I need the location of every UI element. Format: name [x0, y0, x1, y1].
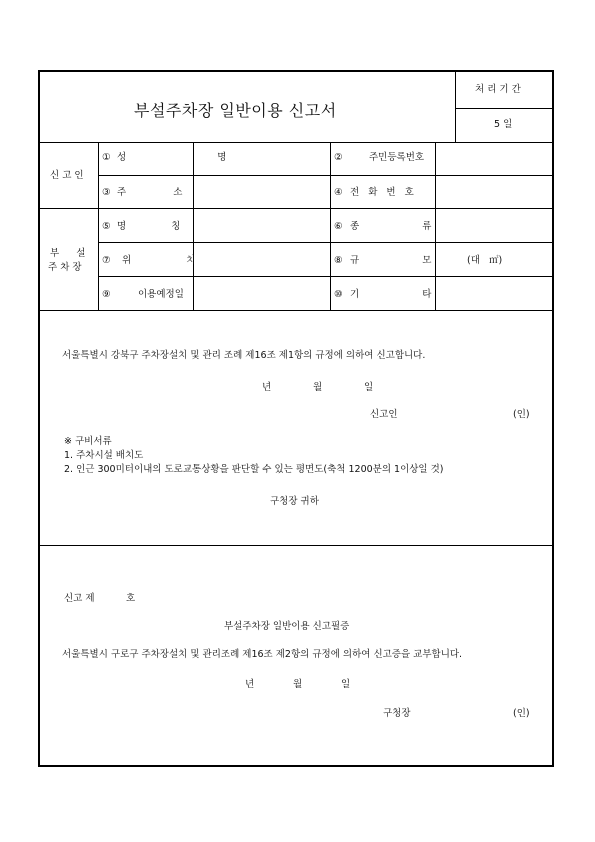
declaration-day: 일 — [364, 382, 374, 393]
divider — [98, 175, 554, 176]
divider — [330, 142, 331, 310]
address-label: 주 소 — [117, 187, 183, 198]
processing-period-value: 5 일 — [494, 119, 513, 130]
date-number: ⑨ — [102, 289, 111, 300]
declaration-year: 년 — [262, 382, 272, 393]
phone-label: 전 화 번 호 — [350, 187, 414, 198]
etc-label: 기 타 — [350, 289, 432, 300]
certificate-day: 일 — [341, 679, 351, 690]
declaration-month: 월 — [313, 382, 323, 393]
divider — [98, 242, 554, 243]
divider — [435, 142, 436, 310]
divider — [455, 72, 456, 142]
declaration-signer: 신고인 — [370, 409, 398, 420]
divider — [40, 310, 554, 311]
certificate-seal: (인) — [513, 708, 530, 719]
size-label: 규 모 — [350, 255, 432, 266]
regno-number: ② — [334, 152, 343, 163]
divider — [40, 545, 554, 546]
divider — [193, 142, 194, 310]
applicant-section-label: 신 고 인 — [50, 170, 84, 181]
certificate-number-label: 신고 제 — [64, 593, 95, 604]
name-label-text: 성 명 — [117, 152, 271, 163]
name-label — [117, 152, 271, 164]
kind-label: 종 류 — [350, 221, 432, 232]
form-title: 부설주차장 일반이용 신고서 — [134, 101, 337, 120]
processing-period-label: 처 리 기 간 — [475, 84, 521, 95]
divider — [455, 108, 554, 109]
document-item-1: 1. 주차시설 배치도 — [64, 450, 144, 461]
kind-number: ⑥ — [334, 221, 343, 232]
title-number: ⑤ — [102, 221, 111, 232]
certificate-month: 월 — [293, 679, 303, 690]
date-label: 이용예정일 — [138, 289, 184, 300]
certificate-title: 부설주차장 일반이용 신고필증 — [224, 621, 350, 632]
divider — [40, 208, 554, 209]
regno-label: 주민등록번호 — [369, 152, 425, 163]
certificate-year: 년 — [245, 679, 255, 690]
size-number: ⑧ — [334, 255, 343, 266]
documents-heading: ※ 구비서류 — [64, 436, 112, 447]
location-label: 위 치 — [122, 255, 196, 266]
addressee: 구청장 귀하 — [270, 496, 319, 507]
size-unit: (대 ㎡) — [467, 255, 503, 266]
document-item-2: 2. 인근 300미터이내의 도로교통상황을 판단할 수 있는 평면도(축척 1200분의 1이상일 것) — [64, 464, 444, 475]
facility-section-label-2: 주 차 장 — [48, 262, 82, 273]
certificate-statement: 서울특별시 구로구 주차장설치 및 관리조례 제16조 제2항의 규정에 의하여 신고증을 교부합니다. — [62, 649, 463, 660]
divider — [98, 276, 554, 277]
certificate-issuer: 구청장 — [383, 708, 411, 719]
name-number: ① — [102, 152, 111, 163]
facility-section-label-1: 부 설 — [50, 248, 86, 259]
address-number: ③ — [102, 187, 111, 198]
title-label: 명 칭 — [117, 221, 181, 232]
declaration-statement: 서울특별시 강북구 주차장설치 및 관리 조례 제16조 제1항의 규정에 의하여 신고합니다. — [62, 350, 426, 361]
location-number: ⑦ — [102, 255, 111, 266]
declaration-seal: (인) — [513, 409, 530, 420]
etc-number: ⑩ — [334, 289, 343, 300]
certificate-number-suffix: 호 — [126, 593, 136, 604]
phone-number-num: ④ — [334, 187, 343, 198]
divider — [98, 142, 99, 310]
divider — [40, 142, 554, 143]
